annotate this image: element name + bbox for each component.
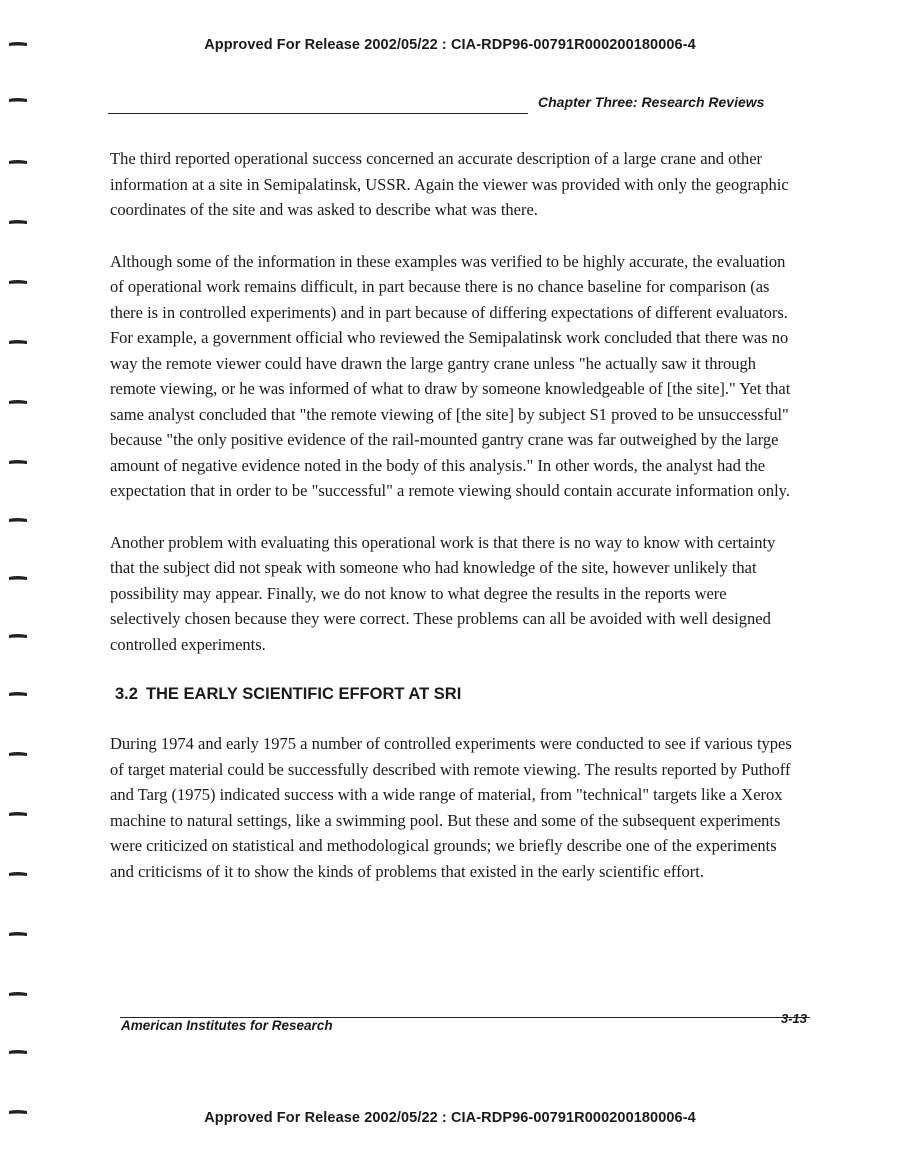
binder-mark xyxy=(9,518,27,522)
binder-mark xyxy=(9,280,27,284)
binder-mark xyxy=(9,692,27,696)
binder-mark xyxy=(9,340,27,344)
binder-mark xyxy=(9,872,27,876)
body-paragraph: Although some of the information in these examples was verified to be highly accurate, the evaluation of operational work remains difficult, in part because there is no chance baseline for comparison (as there is in controlled experiments) and in part because of differing expectations of different evaluators. For example, a government official who reviewed the Semipalatinsk work concluded that there was no way the remote viewer could have drawn the large gantry crane unless "he actually saw it through remote viewing, or he was informed of what to draw by someone knowledgeable of [the site]." Yet that same analyst concluded that "the remote viewing of [the site] by subject S1 proved to be unsuccessful" because "the only positive evidence of the rail-mounted gantry crane was far outweighed by the large amount of negative evidence noted in the body of this analysis." In other words, the analyst had the expectation that in order to be "successful" a remote viewing should contain accurate information only. xyxy=(110,251,791,500)
binder-hole-marks xyxy=(7,0,31,1165)
chapter-header: Chapter Three: Research Reviews xyxy=(538,94,765,110)
binder-mark xyxy=(9,634,27,638)
binder-mark xyxy=(9,576,27,580)
binder-mark xyxy=(9,42,27,46)
binder-mark xyxy=(9,400,27,404)
binder-mark xyxy=(9,460,27,464)
binder-mark xyxy=(9,992,27,996)
document-body xyxy=(110,146,800,910)
binder-mark xyxy=(9,98,27,102)
binder-mark xyxy=(9,752,27,756)
binder-mark xyxy=(9,1050,27,1054)
section-heading xyxy=(115,683,800,705)
body-paragraph: Another problem with evaluating this operational work is that there is no way to know with certainty that the subject did not speak with someone who had knowledge of the site, however unlikely that possibility may appear. Finally, we do not know to what degree the results in the reports were selectively chosen because they were correct. These problems can all be avoided with well designed controlled experiments. xyxy=(110,532,776,654)
binder-mark xyxy=(9,932,27,936)
body-paragraph: During 1974 and early 1975 a number of controlled experiments were conducted to see if various types of target material could be successfully described with remote viewing. The results reported by Puthoff and Targ (1975) indicated success with a wide range of material, from "technical" targets like a Xerox machine to natural settings, like a swimming pool. But these and some of the subsequent experiments were criticized on statistical and methodological grounds; we briefly describe one of the experiments and criticisms of it to show the kinds of problems that existed in the early scientific effort. xyxy=(110,734,792,881)
section-number: 3.2 xyxy=(115,685,138,703)
header-rule xyxy=(108,113,528,114)
body-paragraph: The third reported operational success concerned an accurate description of a large crane and other information at a site in Semipalatinsk, USSR. Again the viewer was provided with only the geographic coordinates of the site and was asked to describe what was there. xyxy=(110,149,789,219)
binder-mark xyxy=(9,220,27,224)
release-header-top: Approved For Release 2002/05/22 : CIA-RDP96-00791R000200180006-4 xyxy=(204,37,696,53)
release-header-bottom: Approved For Release 2002/05/22 : CIA-RDP96-00791R000200180006-4 xyxy=(204,1110,696,1126)
footer-page-number: 3-13 xyxy=(781,1011,808,1026)
section-title: THE EARLY SCIENTIFIC EFFORT AT SRI xyxy=(145,685,462,703)
binder-mark xyxy=(9,160,27,164)
binder-mark xyxy=(9,812,27,816)
footer-organization: American Institutes for Research xyxy=(121,1018,333,1033)
